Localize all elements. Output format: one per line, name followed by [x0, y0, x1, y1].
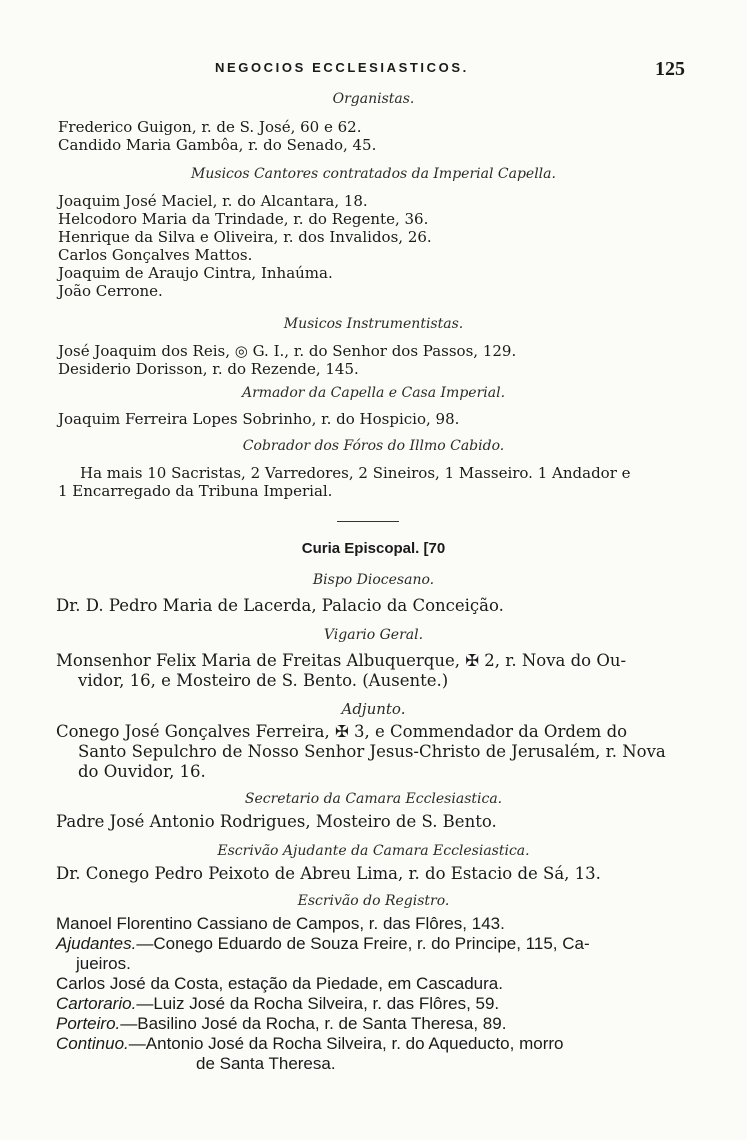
section-cantores [0, 165, 747, 183]
adjunto-text [0, 722, 747, 782]
role-text: —Antonio José da Rocha Silveira, r. do Aqueducto, morro [128, 1034, 564, 1053]
paragraph-line: vidor, 16, e Mosteiro de S. Bento. (Ausente.) [78, 671, 449, 690]
list-item: Carlos Gonçalves Mattos. [58, 246, 253, 264]
role-text: —Basilino José da Rocha, r. de Santa Theresa, 89. [120, 1014, 507, 1033]
role-text: —Luiz José da Rocha Silveira, r. das Flôres, 59. [136, 994, 500, 1013]
heading-armador: Armador da Capella e Casa Imperial. [241, 385, 506, 401]
section-escrivao-ajudante [0, 842, 747, 860]
section-adjunto [0, 700, 747, 718]
section-divider [337, 521, 399, 522]
section-armador [0, 384, 747, 402]
paragraph-line: Santo Sepulchro de Nosso Senhor Jesus-Christo de Jerusalém, r. Nova [78, 742, 666, 761]
bispo-text [0, 596, 747, 616]
list-item: Joaquim José Maciel, r. do Alcantara, 18. [58, 192, 368, 210]
paragraph-line: do Ouvidor, 16. [78, 762, 206, 781]
paragraph-line [0, 1014, 747, 1034]
page-number: 125 [655, 58, 685, 80]
heading-cobrador: Cobrador dos Fóros do Illmo Cabido. [242, 438, 505, 454]
vigario-text [0, 651, 747, 691]
list-item: José Joaquim dos Reis, ◎ G. I., r. do Senhor dos Passos, 129. [58, 342, 517, 360]
section-escrivao-registro [0, 892, 747, 910]
section-secretario [0, 790, 747, 808]
instrumentistas-list [0, 342, 747, 378]
heading-secretario: Secretario da Camara Ecclesiastica. [244, 791, 503, 807]
paragraph-line: 1 Encarregado da Tribuna Imperial. [58, 482, 333, 500]
section-organistas [0, 90, 747, 108]
paragraph-line [0, 1034, 747, 1054]
list-item: Helcodoro Maria da Trindade, r. do Regente, 36. [58, 210, 429, 228]
role-label: Porteiro. [56, 1014, 121, 1033]
role-label: Continuo. [56, 1034, 129, 1053]
secretario-text [0, 812, 747, 832]
role-label: Ajudantes. [56, 934, 137, 953]
paragraph-line [0, 994, 747, 1014]
section-curia [0, 540, 747, 557]
paragraph-line: Dr. Conego Pedro Peixoto de Abreu Lima, r. do Estacio de Sá, 13. [56, 864, 601, 883]
heading-bispo: Bispo Diocesano. [312, 572, 435, 588]
escrivao-registro-text [0, 914, 747, 1074]
list-item: Desiderio Dorisson, r. do Rezende, 145. [58, 360, 359, 378]
heading-cantores: Musicos Cantores contratados da Imperial Capella. [191, 166, 556, 182]
organistas-list [0, 118, 747, 154]
paragraph-line: jueiros. [76, 954, 131, 973]
cobrador-text [0, 464, 747, 500]
heading-vigario: Vigario Geral. [323, 627, 424, 643]
paragraph-line [0, 934, 747, 954]
heading-organistas: Organistas. [332, 91, 415, 107]
paragraph-line: Ha mais 10 Sacristas, 2 Varredores, 2 Sineiros, 1 Masseiro. 1 Andador e [80, 464, 631, 482]
armador-list [0, 410, 747, 428]
heading-escrivao-registro: Escrivão do Registro. [297, 893, 450, 909]
paragraph-line: Manoel Florentino Cassiano de Campos, r. das Flôres, 143. [56, 914, 505, 933]
paragraph-line: Carlos José da Costa, estação da Piedade, em Cascadura. [56, 974, 503, 993]
cantores-list [0, 192, 747, 300]
paragraph-line: Dr. D. Pedro Maria de Lacerda, Palacio da Conceição. [56, 596, 504, 615]
running-header [0, 58, 747, 82]
page-header-title: NEGOCIOS ECCLESIASTICOS. [215, 60, 469, 75]
section-bispo [0, 571, 747, 589]
heading-curia: Curia Episcopal. [70 [301, 540, 446, 557]
escrivao-ajudante-text [0, 864, 747, 884]
paragraph-line: Conego José Gonçalves Ferreira, ✠ 3, e Commendador da Ordem do [56, 722, 628, 741]
section-cobrador [0, 437, 747, 455]
section-vigario [0, 626, 747, 644]
heading-instrumentistas: Musicos Instrumentistas. [283, 316, 464, 332]
heading-adjunto: Adjunto. [341, 700, 406, 718]
paragraph-line: Monsenhor Felix Maria de Freitas Albuquerque, ✠ 2, r. Nova do Ou- [56, 651, 627, 670]
paragraph-line: Padre José Antonio Rodrigues, Mosteiro de S. Bento. [56, 812, 497, 831]
role-text: —Conego Eduardo de Souza Freire, r. do Principe, 115, Ca- [136, 934, 590, 953]
list-item: Candido Maria Gambôa, r. do Senado, 45. [58, 136, 377, 154]
heading-escrivao-ajudante: Escrivão Ajudante da Camara Ecclesiastica. [217, 843, 530, 859]
list-item: Frederico Guigon, r. de S. José, 60 e 62. [58, 118, 362, 136]
paragraph-line: de Santa Theresa. [196, 1054, 336, 1073]
list-item: Joaquim de Araujo Cintra, Inhaúma. [58, 264, 333, 282]
role-label: Cartorario. [56, 994, 137, 1013]
list-item: Joaquim Ferreira Lopes Sobrinho, r. do Hospicio, 98. [58, 410, 460, 428]
list-item: Henrique da Silva e Oliveira, r. dos Invalidos, 26. [58, 228, 432, 246]
section-instrumentistas [0, 315, 747, 333]
list-item: João Cerrone. [58, 282, 163, 300]
